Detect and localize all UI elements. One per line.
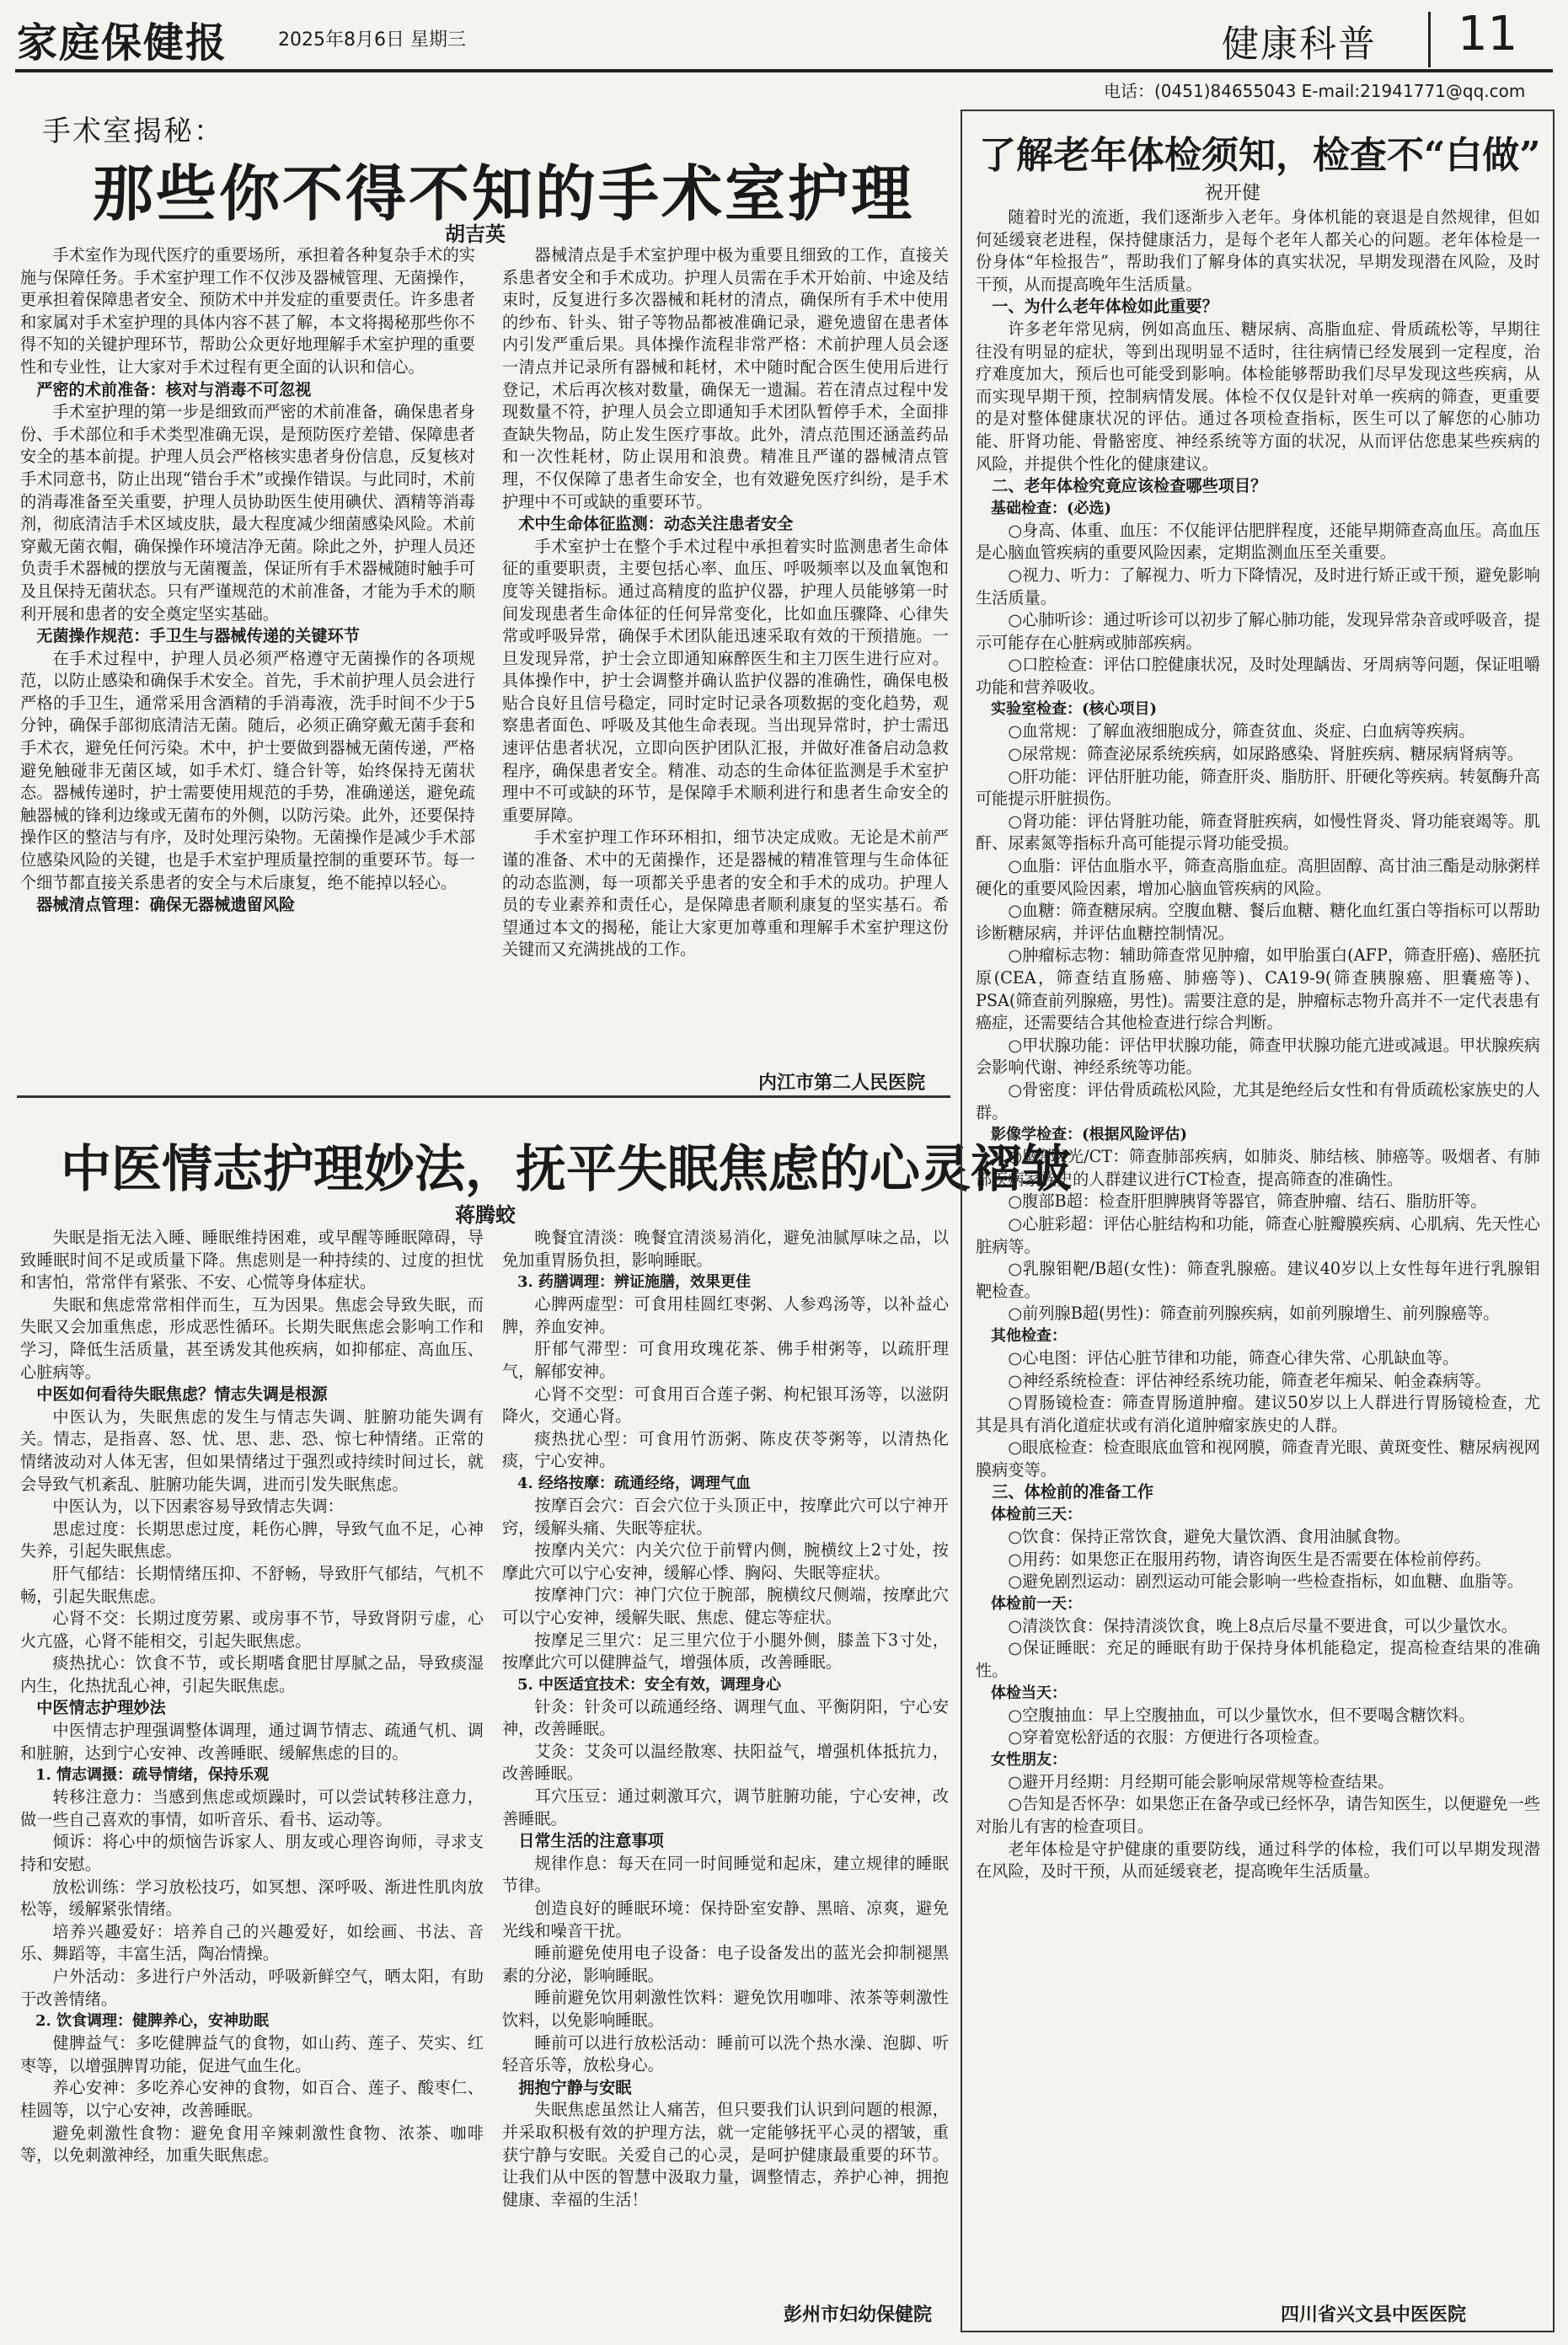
section-name: 健康科普 <box>1222 23 1377 66</box>
paragraph: ○甲状腺功能：评估甲状腺功能，筛查甲状腺功能亢进或减退。甲状腺疾病会影响代谢、神经系统等功能。 <box>976 1035 1540 1078</box>
paragraph: ○饮食：保持正常饮食，避免大量饮酒、食用油腻食物。 <box>1008 1527 1410 1547</box>
article3-author: 祝开健 <box>1205 183 1261 204</box>
paragraph: 按摩足三里穴：足三里穴位于小腿外侧，膝盖下3寸处，按摩此穴可以健脾益气，增强体质，改善睡眠。 <box>502 1630 949 1673</box>
paragraph: ○身高、体重、血压：不仅能评估肥胖程度，还能早期筛查高血压。高血压是心脑血管疾病的重要风险因素，定期监测血压至关重要。 <box>976 520 1540 563</box>
header-rule <box>15 69 1553 72</box>
paragraph: 心肾不交型：可食用百合莲子粥、枸杞银耳汤等，以滋阴降火，交通心肾。 <box>502 1384 949 1427</box>
paragraph: ○告知是否怀孕：如果您正在备孕或已经怀孕，请告知医生，以便避免一些对胎儿有害的检查项目。 <box>976 1794 1540 1836</box>
minor-heading: 体检前三天： <box>991 1506 1082 1524</box>
paragraph: 放松训练：学习放松技巧，如冥想、深呼吸、渐进性肌肉放松等，缓解紧张情绪。 <box>20 1877 484 1919</box>
paragraph: 失眠焦虑虽然让人痛苦，但只要我们认识到问题的根源，并采取积极有效的护理方法，就一定能够抚平心灵的褶皱，重获宁静与安眠。关爱自己的心灵，是呵护健康最重要的环节。让我们从中医的智慧中汲取力量，调整情志，养护心神，拥抱健康、幸福的生活！ <box>502 2100 949 2209</box>
paragraph: 按摩百会穴：百会穴位于头顶正中，按摩此穴可以宁神开窍，缓解头痛、失眠等症状。 <box>502 1495 949 1538</box>
masthead <box>0 0 1568 78</box>
minor-heading: 2. 饮食调理：健脾养心，安神助眠 <box>35 2012 270 2031</box>
section-divider <box>17 1095 950 1098</box>
paragraph: 心肾不交：长期过度劳累、或房事不节，导致肾阴亏虚，心火亢盛，心肾不能相交，引起失眠焦虑。 <box>20 1609 484 1651</box>
minor-heading: 3. 药膳调理：辨证施膳，效果更佳 <box>517 1273 752 1292</box>
paragraph: ○血常规：了解血液细胞成分，筛查贫血、炎症、白血病等疾病。 <box>1008 721 1475 742</box>
paragraph: 随着时光的流逝，我们逐渐步入老年。身体机能的衰退是自然规律，但如何延缓衰老进程，保持健康活力，是每个老年人都关心的问题。老年体检是一份身体“年检报告”，帮助我们了解身体的真实状况，早期发现潜在风险，及时干预，从而提高晚年生活质量。 <box>976 207 1540 294</box>
paragraph: 倾诉：将心中的烦恼告诉家人、朋友或心理咨询师，寻求支持和安慰。 <box>20 1832 484 1875</box>
subheading: 日常生活的注意事项 <box>518 1831 664 1851</box>
paragraph: ○视力、听力：了解视力、听力下降情况，及时进行矫正或干预，避免影响生活质量。 <box>976 565 1540 608</box>
article1-author: 胡吉英 <box>445 222 506 246</box>
paragraph: ○肝功能：评估肝脏功能，筛查肝炎、脂肪肝、肝硬化等疾病。转氨酶升高可能提示肝脏损伤。 <box>976 766 1540 809</box>
paragraph: ○避免剧烈运动：剧烈运动可能会影响一些检查指标，如血糖、血脂等。 <box>1008 1571 1523 1592</box>
paragraph: ○胃肠镜检查：筛查胃肠道肿瘤。建议50岁以上人群进行胃肠镜检查，尤其是具有消化道症状或有消化道肿瘤家族史的人群。 <box>976 1393 1540 1435</box>
article2-column-1 <box>20 1227 484 2326</box>
paragraph: ○肾功能：评估肾脏功能，筛查肾脏疾病，如慢性肾炎、肾功能衰竭等。肌酐、尿素氮等指标升高可能提示肾功能受损。 <box>976 811 1540 854</box>
paragraph: 针灸：针灸可以疏通经络、调理气血、平衡阴阳，宁心安神，改善睡眠。 <box>502 1696 949 1739</box>
paragraph: ○腹部B超：检查肝胆脾胰肾等器官，筛查肿瘤、结石、脂肪肝等。 <box>1008 1191 1487 1212</box>
paragraph: 中医情志护理强调整体调理，通过调节情志、疏通气机、调和脏腑，达到宁心安神、改善睡眠、缓解焦虑的目的。 <box>20 1721 484 1763</box>
paragraph: ○心脏彩超：评估心脏结构和功能，筛查心脏瓣膜疾病、心肌病、先天性心脏病等。 <box>976 1213 1540 1256</box>
paragraph: ○血脂：评估血脂水平，筛查高脂血症。高胆固醇、高甘油三酯是动脉粥样硬化的重要风险因素，增加心脑血管疾病的风险。 <box>976 856 1540 898</box>
header-divider <box>1428 12 1431 67</box>
minor-heading: 4. 经络按摩：疏通经络，调理气血 <box>517 1474 752 1492</box>
paragraph: ○用药：如果您正在服用药物，请咨询医生是否需要在体检前停药。 <box>1008 1549 1491 1569</box>
paragraph: 老年体检是守护健康的重要防线，通过科学的体检，我们可以早期发现潜在风险，及时干预，从而延缓衰老，提高晚年生活质量。 <box>976 1839 1540 1882</box>
minor-heading: 其他检查： <box>991 1326 1067 1345</box>
article1-title: 那些你不得不知的手术室护理 <box>93 158 915 229</box>
paragraph: ○前列腺B超(男性)：筛查前列腺疾病，如前列腺增生、前列腺癌等。 <box>1008 1304 1500 1324</box>
article2-title: 中医情志护理妙法，抚平失眠焦虑的心灵褶皱 <box>61 1140 1072 1199</box>
minor-heading: 1. 情志调摄：疏导情绪，保持乐观 <box>35 1766 270 1785</box>
article3-title: 了解老年体检须知，检查不“白做” <box>979 134 1541 177</box>
paragraph: 养心安神：多吃养心安神的食物，如百合、莲子、酸枣仁、桂圆等，以宁心安神，改善睡眠。 <box>20 2078 484 2120</box>
paragraph: ○穿着宽松舒适的衣服：方便进行各项检查。 <box>1008 1727 1330 1748</box>
paragraph: ○空腹抽血：早上空腹抽血，可以少量饮水，但不要喝含糖饮料。 <box>1008 1705 1475 1725</box>
subheading: 术中生命体征监测：动态关注患者安全 <box>518 514 794 534</box>
paragraph: 痰热扰心：饮食不节，或长期嗜食肥甘厚腻之品，导致痰湿内生，化热扰乱心神，引起失眠焦虑。 <box>20 1653 484 1695</box>
paragraph: ○乳腺钼靶/B超(女性)：筛查乳腺癌。建议40岁以上女性每年进行乳腺钼靶检查。 <box>976 1259 1540 1301</box>
paragraph: 规律作息：每天在同一时间睡觉和起床，建立规律的睡眠节律。 <box>502 1853 949 1896</box>
paragraph: 按摩内关穴：内关穴位于前臂内侧，腕横纹上2寸处，按摩此穴可以宁心安神，缓解心悸、胸闷、失眠等症状。 <box>502 1540 949 1582</box>
paragraph: 失眠和焦虑常常相伴而生，互为因果。焦虑会导致失眠，而失眠又会加重焦虑，形成恶性循环。长期失眠焦虑会影响工作和学习，降低生活质量，甚至诱发其他疾病，如抑郁症、高血压、心脏病等。 <box>20 1294 484 1382</box>
article2-source: 彭州市妇幼保健院 <box>784 2305 933 2326</box>
article3-body <box>976 206 1540 2296</box>
paragraph: 睡前避免饮用刺激性饮料：避免饮用咖啡、浓茶等刺激性饮料，以免影响睡眠。 <box>502 1988 949 2030</box>
paragraph: ○心电图：评估心脏节律和功能，筛查心律失常、心肌缺血等。 <box>1008 1347 1459 1368</box>
paragraph: 在手术过程中，护理人员必须严格遵守无菌操作的各项规范，以防止感染和确保手术安全。首先，手术前护理人员会进行严格的手卫生，通常采用含酒精的手消毒液，洗手时间不少于5分钟，确保手部彻底清洁无菌。随后，必须正确穿戴无菌手套和手术衣，避免任何污染。术中，护士要做到器械无菌传递，严格避免触碰非无菌区域，如手术灯、缝合针等，始终保持无菌状态。器械传递时，护士需要使用规范的手势，准确递送，避免疏触器械的锋利边缘或无菌布的外侧，以防污染。此外，还要保持操作区的整洁与有序，及时处理污染物。无菌操作是减少手术部位感染风险的关键，也是手术室护理质量控制的重要环节。每一个细节都直接关系患者的安全与术后康复，绝不能掉以轻心。 <box>20 648 475 892</box>
paragraph: 肝气郁结：长期情绪压抑、不舒畅，导致肝气郁结，气机不畅，引起失眠焦虑。 <box>20 1563 484 1606</box>
subheading: 三、体检前的准备工作 <box>992 1482 1154 1502</box>
subheading: 一、为什么老年体检如此重要？ <box>992 297 1218 317</box>
paragraph: ○尿常规：筛查泌尿系统疾病，如尿路感染、肾脏疾病、糖尿病肾病等。 <box>1008 744 1523 764</box>
paragraph: 中医认为，以下因素容易导致情志失调： <box>52 1496 344 1517</box>
paragraph: 户外活动：多进行户外活动，呼吸新鲜空气，晒太阳，有助于改善情绪。 <box>20 1967 484 2009</box>
paragraph: 中医认为，失眠焦虑的发生与情志失调、脏腑功能失调有关。情志，是指喜、怒、忧、思、悲、恐、惊七种情绪。正常的情绪波动对人体无害，但如果情绪过于强烈或持续时间过长，就会导致气机紊乱、脏腑功能失调，进而引发失眠焦虑。 <box>20 1406 484 1494</box>
paragraph: ○骨密度：评估骨质疏松风险，尤其是绝经后女性和有骨质疏松家族史的人群。 <box>976 1079 1540 1122</box>
paragraph: 许多老年常见病，例如高血压、糖尿病、高脂血症、骨质疏松等，早期往往没有明显的症状，等到出现明显不适时，往往病情已经发展到一定程度，治疗难度加大，预后也可能受到影响。体检能够帮助我们尽早发现这些疾病，从而实现早期干预，控制病情发展。体检不仅仅是针对单一疾病的筛查，更重要的是对整体健康状况的评估。通过各项检查指标，医生可以了解您的心肺功能、肝肾功能、骨骼密度、神经系统等方面的状况，从而评估您患某些疾病的风险，并提供个性化的健康建议。 <box>976 319 1540 474</box>
paragraph: ○神经系统检查：评估神经系统功能，筛查老年痴呆、帕金森病等。 <box>1008 1370 1491 1390</box>
minor-heading: 5. 中医适宜技术：安全有效，调理身心 <box>517 1675 782 1694</box>
paragraph: 创造良好的睡眠环境：保持卧室安静、黑暗、凉爽，避免光线和噪音干扰。 <box>502 1898 949 1941</box>
paragraph: 转移注意力：当感到焦虑或烦躁时，可以尝试转移注意力，做一些自己喜欢的事情，如听音乐、看书、运动等。 <box>20 1787 484 1829</box>
minor-heading: 女性朋友： <box>991 1750 1067 1769</box>
paragraph: ○避开月经期：月经期可能会影响尿常规等检查结果。 <box>1008 1771 1394 1791</box>
article1-column-2 <box>502 244 949 1091</box>
article2-column-2 <box>502 1227 949 2326</box>
paragraph: ○口腔检查：评估口腔健康状况，及时处理龋齿、牙周病等问题，保证咀嚼功能和营养吸收。 <box>976 655 1540 697</box>
paragraph: 培养兴趣爱好：培养自己的兴趣爱好，如绘画、书法、音乐、舞蹈等，丰富生活，陶冶情操。 <box>20 1921 484 1964</box>
page-number: 11 <box>1458 7 1518 62</box>
paragraph: 睡前可以进行放松活动：睡前可以洗个热水澡、泡脚、听轻音乐等，放松身心。 <box>502 2032 949 2075</box>
paragraph: 手术室护士在整个手术过程中承担着实时监测患者生命体征的重要职责，主要包括心率、血压、呼吸频率以及血氧饱和度等关键指标。通过高精度的监护仪器，护理人员能够第一时间发现患者生命体征的任何异常变化，比如血压骤降、心律失常或呼吸异常，确保手术团队能迅速采取有效的干预措施。一旦发现异常，护士会立即通知麻醉医生和主刀医生进行应对。具体操作中，护士会调整并确认监护仪器的准确性，确保电极贴合良好且信号稳定，同时定时记录各项数据的变化趋势，观察患者面色、呼吸及其他生命表现。当出现异常时，护士需迅速评估患者状况，立即向医护团队汇报，并做好准备启动急救程序，确保患者安全。精准、动态的生命体征监测是手术室护理中不可或缺的环节，是保障手术顺利进行和患者生命安全的重要屏障。 <box>502 536 949 825</box>
subheading: 二、老年体检究竟应该检查哪些项目？ <box>992 476 1267 496</box>
paragraph: 肝郁气滞型：可食用玫瑰花茶、佛手柑粥等，以疏肝理气，解郁安神。 <box>502 1339 949 1381</box>
subheading: 严密的术前准备：核对与消毒不可忽视 <box>36 379 312 399</box>
paragraph: 手术室护理的第一步是细致而严密的术前准备，确保患者身份、手术部位和手术类型准确无误，是预防医疗差错、保障患者安全的基本前提。护理人员会严格核实患者身份信息，反复核对手术同意书，防止出现“错台手术”或操作错误。与此同时，术前的消毒准备至关重要，护理人员协助医生使用碘伏、酒精等消毒剂，彻底清洁手术区域皮肤，最大程度减少细菌感染风险。术前穿戴无菌衣帽，确保操作环境洁净无菌。除此之外，护理人员还负责手术器械的摆放与无菌覆盖，保证所有手术器械随时触手可及且保持无菌状态。只有严谨规范的术前准备，才能为手术的顺利开展和患者的安全奠定坚实基础。 <box>20 402 475 624</box>
paragraph: 健脾益气：多吃健脾益气的食物，如山药、莲子、芡实、红枣等，以增强脾胃功能，促进气血生化。 <box>20 2033 484 2075</box>
subheading: 中医如何看待失眠焦虑？情志失调是根源 <box>36 1384 328 1405</box>
article1-source: 内江市第二人民医院 <box>758 1073 926 1094</box>
paragraph: 艾灸：艾灸可以温经散寒、扶阳益气，增强机体抵抗力，改善睡眠。 <box>502 1741 949 1784</box>
subheading: 器械清点管理：确保无器械遗留风险 <box>36 895 296 915</box>
article3-source: 四川省兴文县中医医院 <box>1281 2305 1467 2326</box>
paragraph: 失眠是指无法入睡、睡眠维持困难，或早醒等睡眠障碍，导致睡眠时间不足或质量下降。焦虑则是一种持续的、过度的担忧和害怕，常常伴有紧张、不安、心慌等身体症状。 <box>20 1228 484 1293</box>
article1-kicker: 手术室揭秘： <box>42 115 224 148</box>
paragraph: 睡前避免使用电子设备：电子设备发出的蓝光会抑制褪黑素的分泌，影响睡眠。 <box>502 1943 949 1985</box>
minor-heading: 体检前一天： <box>991 1594 1082 1613</box>
paragraph: 避免刺激性食物：避免食用辛辣刺激性食物、浓茶、咖啡等，以免刺激神经，加重失眠焦虑。 <box>20 2123 484 2166</box>
paragraph: ○胸部X光/CT：筛查肺部疾病，如肺炎、肺结核、肺癌等。吸烟者、有肺部疾病家族史的人群建议进行CT检查，提高筛查的准确性。 <box>976 1147 1540 1189</box>
minor-heading: 基础检查：(必选) <box>991 499 1112 517</box>
article1-column-1 <box>20 244 475 1091</box>
subheading: 拥抱宁静与安眠 <box>518 2077 632 2097</box>
minor-heading: 体检当天： <box>991 1684 1067 1702</box>
minor-heading: 影像学检查：(根据风险评估) <box>991 1126 1188 1144</box>
paragraph: 手术室护理工作环环相扣，细节决定成败。无论是术前严谨的准备、术中的无菌操作，还是器械的精准管理与生命体征的动态监测，每一项都关乎患者的安全和手术的成功。护理人员的专业素养和责任心，是保障患者顺利康复的坚实基石。希望通过本文的揭秘，能让大家更加尊重和理解手术室护理这份关键而又充满挑战的工作。 <box>502 827 949 960</box>
paragraph: 耳穴压豆：通过刺激耳穴，调节脏腑功能，宁心安神，改善睡眠。 <box>502 1786 949 1828</box>
paragraph: 心脾两虚型：可食用桂圆红枣粥、人参鸡汤等，以补益心脾，养血安神。 <box>502 1294 949 1336</box>
article2-author: 蒋腾蛟 <box>455 1203 516 1227</box>
subheading: 中医情志护理妙法 <box>36 1698 166 1718</box>
paragraph: 手术室作为现代医疗的重要场所，承担着各种复杂手术的实施与保障任务。手术室护理工作不仅涉及器械管理、无菌操作，更承担着保障患者安全、预防术中并发症的重要责任。许多患者和家属对手术室护理的具体内容不甚了解，本文将揭秘那些你不得不知的关键护理环节，帮助公众更好地理解手术室护理的重要性和专业性，让大家对手术过程有更全面的认识和信心。 <box>20 245 475 377</box>
minor-heading: 实验室检查：(核心项目) <box>991 700 1158 719</box>
paragraph: 思虑过度：长期思虑过度，耗伤心脾，导致气血不足，心神失养，引起失眠焦虑。 <box>20 1518 484 1561</box>
contact-line: 电话：(0451)84655043 E-mail:21941771@qq.com <box>1104 81 1526 101</box>
paper-name: 家庭保健报 <box>17 19 228 67</box>
paragraph: ○保证睡眠：充足的睡眠有助于保持身体机能稳定，提高检查结果的准确性。 <box>976 1638 1540 1681</box>
paragraph: 痰热扰心型：可食用竹沥粥、陈皮茯苓粥等，以清热化痰，宁心安神。 <box>502 1428 949 1471</box>
paragraph: ○血糖：筛查糖尿病。空腹血糖、餐后血糖、糖化血红蛋白等指标可以帮助诊断糖尿病，并评估血糖控制情况。 <box>976 901 1540 943</box>
issue-date: 2025年8月6日 星期三 <box>278 29 466 51</box>
paragraph: ○肿瘤标志物：辅助筛查常见肿瘤，如甲胎蛋白(AFP，筛查肝癌)、癌胚抗原(CEA，筛查结直肠癌、肺癌等)、CA19-9(筛查胰腺癌、胆囊癌等)、PSA(筛查前列腺癌，男性)。需要注意的是，肿瘤标志物升高并不一定代表患有癌症，还需要结合其他检查进行综合判断。 <box>976 945 1540 1033</box>
paragraph: ○清淡饮食：保持清淡饮食，晚上8点后尽量不要进食，可以少量饮水。 <box>1008 1615 1517 1636</box>
paragraph: ○心肺听诊：通过听诊可以初步了解心肺功能，发现异常杂音或呼吸音，提示可能存在心脏病或肺部疾病。 <box>976 610 1540 652</box>
paragraph: 晚餐宜清淡：晚餐宜清淡易消化，避免油腻厚味之品，以免加重胃肠负担，影响睡眠。 <box>502 1228 949 1270</box>
paragraph: ○眼底检查：检查眼底血管和视网膜，筛查青光眼、黄斑变性、糖尿病视网膜病变等。 <box>976 1438 1540 1480</box>
subheading: 无菌操作规范：手卫生与器械传递的关键环节 <box>36 626 360 646</box>
paragraph: 器械清点是手术室护理中极为重要且细致的工作，直接关系患者安全和手术成功。护理人员需在手术开始前、中途及结束时，反复进行多次器械和耗材的清点，确保所有手术中使用的纱布、针头、钳子等物品都被准确记录，避免遗留在患者体内引发严重后果。具体操作流程非常严格：术前护理人员会逐一清点并记录所有器械和耗材，术中随时配合医生使用后进行登记，术后再次核对数量，确保无一遗漏。若在清点过程中发现数量不符，护理人员会立即通知手术团队暂停手术，全面排查缺失物品，防止发生医疗事故。此外，清点范围还涵盖药品和一次性耗材，防止误用和浪费。精准且严谨的器械清点管理，不仅保障了患者生命安全，也有效避免医疗纠纷，是手术护理中不可或缺的重要环节。 <box>502 245 949 511</box>
paragraph: 按摩神门穴：神门穴位于腕部，腕横纹尺侧端，按摩此穴可以宁心安神，缓解失眠、焦虑、健忘等症状。 <box>502 1585 949 1627</box>
